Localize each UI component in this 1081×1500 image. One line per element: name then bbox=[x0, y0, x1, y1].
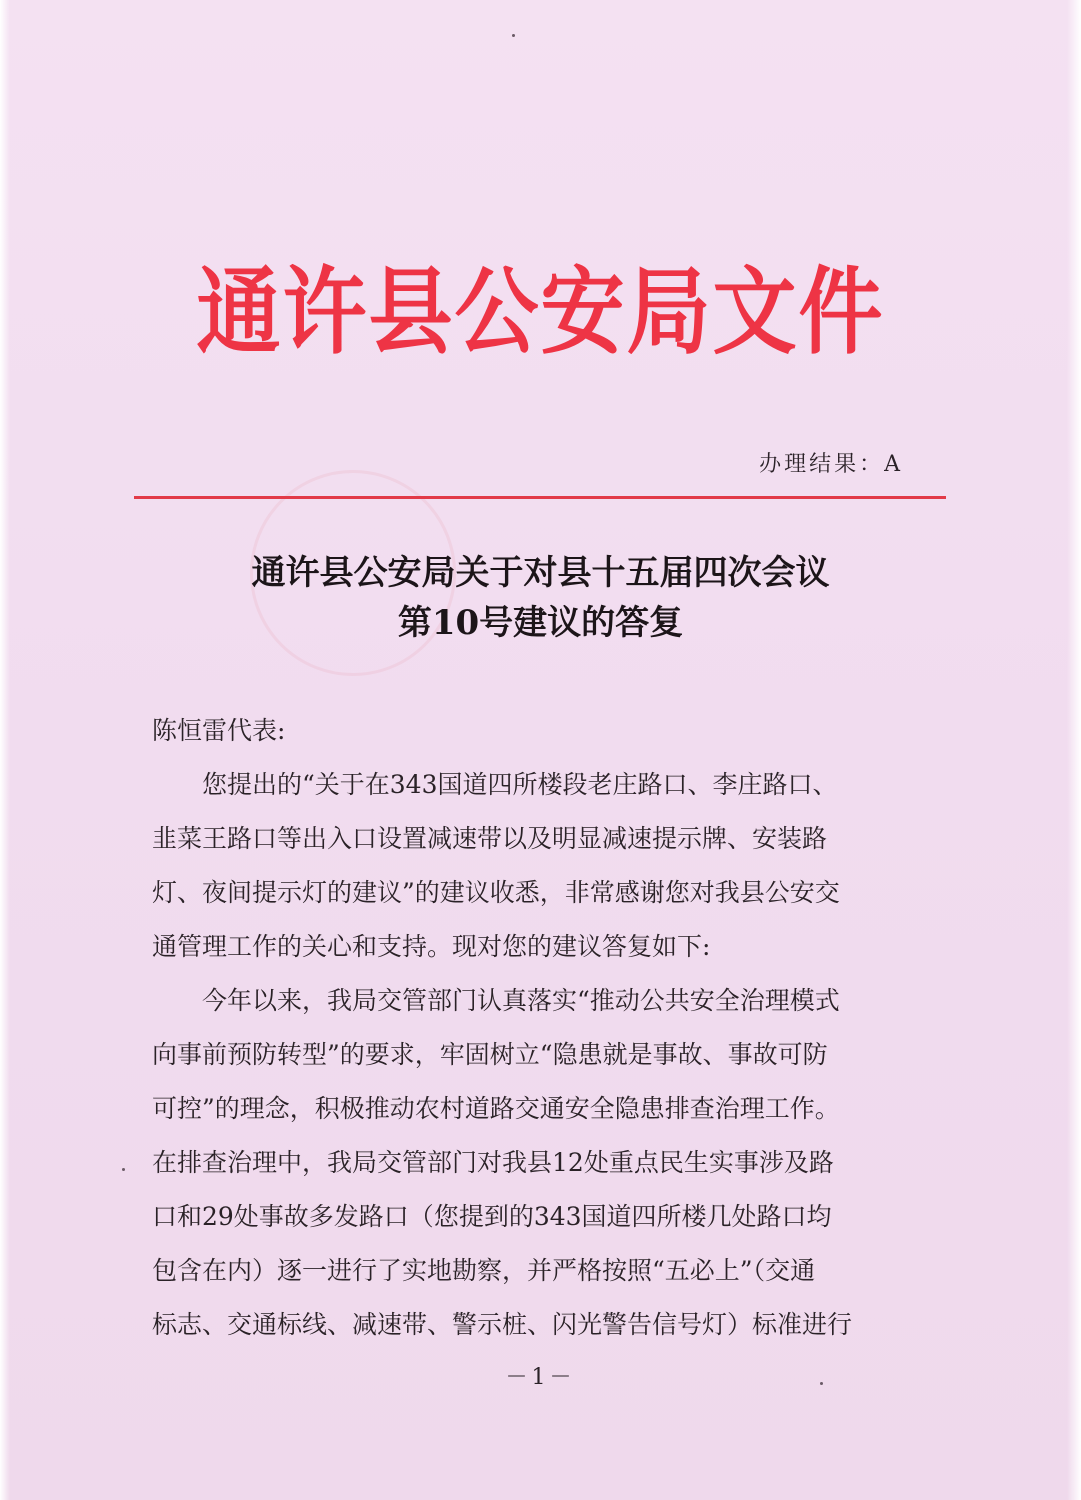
body-line: 您提出的“关于在343国道四所楼段老庄路口、李庄路口、 bbox=[152, 770, 838, 799]
body-line: 灯、夜间提示灯的建议”的建议收悉，非常感谢您对我县公安交 bbox=[152, 878, 840, 907]
red-header-title: 通许县公安局文件 bbox=[196, 256, 885, 367]
scan-speck bbox=[512, 34, 515, 37]
body-line: 韭菜王路口等出入口设置减速带以及明显减速提示牌、安装路 bbox=[152, 824, 828, 853]
body-line: 口和29处事故多发路口（您提到的343国道四所楼几处路口均 bbox=[152, 1202, 832, 1231]
document-title-line-1: 通许县公安局关于对县十五届四次会议 bbox=[251, 553, 830, 593]
handling-result: 办理结果：A bbox=[759, 452, 903, 477]
body-line: 向事前预防转型”的要求，牢固树立“隐患就是事故、事故可防 bbox=[152, 1040, 828, 1069]
body-line: 标志、交通标线、减速带、警示桩、闪光警告信号灯）标准进行 bbox=[152, 1310, 853, 1339]
page-number: －1－ bbox=[505, 1365, 576, 1390]
body-line: 通管理工作的关心和支持。现对您的建议答复如下: bbox=[152, 932, 711, 961]
document-title-line-2: 第10号建议的答复 bbox=[397, 603, 684, 643]
scan-edge-right bbox=[1067, 0, 1081, 1500]
body-line: 今年以来，我局交管部门认真落实“推动公共安全治理模式 bbox=[152, 986, 840, 1015]
body-text bbox=[152, 704, 938, 1352]
document-title bbox=[0, 548, 1081, 648]
body-line: 可控”的理念，积极推动农村道路交通安全隐患排查治理工作。 bbox=[152, 1094, 840, 1123]
scan-speck bbox=[820, 1382, 823, 1385]
scan-speck bbox=[122, 1168, 125, 1171]
salutation: 陈恒雷代表: bbox=[152, 716, 286, 745]
body-line: 包含在内）逐一进行了实地勘察，并严格按照“五必上”（交通 bbox=[152, 1256, 816, 1285]
body-line: 在排查治理中，我局交管部门对我县12处重点民生实事涉及路 bbox=[152, 1148, 834, 1177]
red-separator-line bbox=[134, 496, 946, 499]
scan-edge-left bbox=[0, 0, 10, 1500]
